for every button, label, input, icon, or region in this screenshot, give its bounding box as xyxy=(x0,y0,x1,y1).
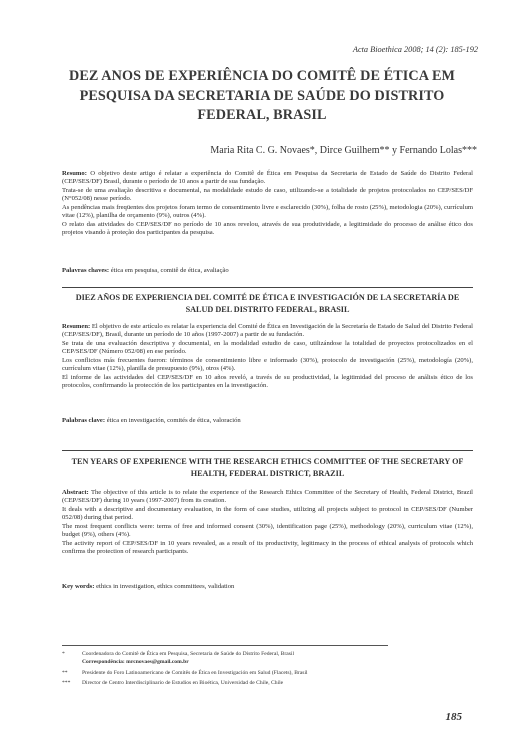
abstract-en-label: Abstract: xyxy=(62,489,89,496)
abstract-en-text-1: The objective of this article is to relate the experience of the Research Ethics Committee of the Secretary of Health, Federal District, Brazil (CEP/SES/DF) during 10 years (1997-2007) from its creation. xyxy=(62,489,473,505)
footnote-mark: ** xyxy=(62,670,68,676)
abstract-en-p3: The most frequent conflicts were: terms of free and informed consent (30%), identification page (25%), methodology (20%), curriculum vitae (12%), budget (9%), others (4%). xyxy=(62,522,473,539)
keywords-pt-text: ética em pesquisa, comitê de ética, avaliação xyxy=(110,267,229,274)
footnote-text: Director de Centro Interdisciplinario de Estudios en Bioética, Universidad de Chile, Chile xyxy=(82,680,284,686)
abstract-es xyxy=(62,323,473,391)
keywords-en-label: Key words: xyxy=(62,583,95,590)
keywords-es-label: Palabras clave: xyxy=(62,417,106,424)
abstract-es-p2: Se trata de una evaluación descriptiva y documental, en la modalidad estudio de caso, utilizándose la totalidad de proyectos protocolizados en el CEP/SES/DF (Número 052/08) en ese período. xyxy=(62,339,473,356)
section-divider xyxy=(62,450,473,451)
footnote-text: Coordenadora do Comitê de Ética em Pesquisa, Secretaria de Saúde do Distrito Federal, Brasil xyxy=(82,651,295,657)
abstract-pt-p4: O relato das atividades do CEP/SES/DF no período de 10 anos revelou, através de sua produtividade, a legitimidade do processo de análise ético dos projetos visando à proteção dos participantes da pesquisa. xyxy=(62,220,473,237)
footnote-3 xyxy=(62,680,473,687)
abstract-pt-p3: As pendências mais freqüentes dos projetos foram termo de consentimento livre e esclarecido (30%), folha de rosto (25%), metodologia (20%), currículum vitae (12%), planilha de orçamento (9%), outros (4%). xyxy=(62,203,473,220)
page-number: 185 xyxy=(445,711,462,723)
spanish-title: DIEZ AÑOS DE EXPERIENCIA DEL COMITÉ DE ÉTICA E INVESTIGACIÓN DE LA SECRETARÍA DE SALUD DEL DISTRITO FEDERAL, BRASIL xyxy=(75,293,460,314)
keywords-es xyxy=(62,417,473,425)
authors: Maria Rita C. G. Novaes*, Dirce Guilhem** y Fernando Lolas*** xyxy=(210,145,477,156)
footnote-mark: *** xyxy=(62,680,71,686)
abstract-pt-text-1: O objetivo deste artigo é relatar a experiência do Comitê de Ética em Pesquisa da Secretaria de Estado de Saúde do Distrito Federal (CEP/SES/DF) Brasil, durante o período de 10 anos a partir de sua fundação. xyxy=(62,170,473,186)
abstract-en xyxy=(62,489,473,557)
keywords-pt-label: Palavras chaves: xyxy=(62,267,110,274)
footnote-text: Presidente do Foro Latinoamericano de Comitês de Ética en Investigación em Salud (Flacets), Brasil xyxy=(82,670,308,676)
abstract-es-p3: Los conflictos más frecuentes fueron: términos de consentimiento libre e informado (30%), protocolo de investigación (25%), metodología (20%), currículum vitae (12%), planilla de presupuesto (9%), otros (4%). xyxy=(62,356,473,373)
abstract-pt xyxy=(62,170,473,238)
abstract-pt-label: Resumo: xyxy=(62,170,87,177)
keywords-en xyxy=(62,583,473,591)
footnote-2 xyxy=(62,670,473,677)
abstract-es-label: Resumen: xyxy=(62,323,91,330)
abstract-es-p1 xyxy=(62,323,473,340)
journal-reference: Acta Bioethica 2008; 14 (2): 185-192 xyxy=(352,45,478,54)
keywords-es-text: ética en investigación, comités de ética, valoración xyxy=(106,417,241,424)
section-divider xyxy=(62,287,473,288)
abstract-en-p1 xyxy=(62,489,473,506)
keywords-pt xyxy=(62,267,473,275)
abstract-pt-p2: Trata-se de uma avaliação descritiva e documental, na modalidade estudo de caso, utilizando-se a totalidade de projetos protocolados no CEP/SES/DF (N°052/08) nesse período. xyxy=(62,186,473,203)
footnote-1 xyxy=(62,651,473,658)
english-title: TEN YEARS OF EXPERIENCE WITH THE RESEARCH ETHICS COMMITTEE OF THE SECRETARY OF HEALTH, FEDERAL DISTRICT, BRAZIL xyxy=(71,457,464,478)
abstract-pt-p1 xyxy=(62,170,473,187)
footnote-correspondence xyxy=(62,659,473,666)
abstract-en-p4: The activity report of CEP/SES/DF in 10 years revealed, as a result of its productivity, legitimacy in the process of ethical analysis of protocols which confirms the protection of research participants. xyxy=(62,539,473,556)
footnote-mark: * xyxy=(62,651,65,657)
abstract-en-p2: It deals with a descriptive and documentary evaluation, in the form of case studies, utilizing all projects subject to protocol in CEP/SES/DF (Number 052/08) during that period. xyxy=(62,505,473,522)
article-title: DEZ ANOS DE EXPERIÊNCIA DO COMITÊ DE ÉTICA EM PESQUISA DA SECRETARIA DE SAÚDE DO DISTRITO FEDERAL, BRASIL xyxy=(68,68,456,123)
footnote-divider xyxy=(62,645,388,646)
footnote-text: Correspondência: mrcnovaes@gmail.com.br xyxy=(82,659,189,665)
abstract-es-p4: El informe de las actividades del CEP/SES/DF en 10 años reveló, a través de su productividad, la legitimidad del proceso de análisis ético de los protocolos, confirmando la protección de los participantes en la investigación. xyxy=(62,373,473,390)
abstract-es-text-1: El objetivo de este artículo es relatar la experiencia del Comité de Ética en Investigación de la Secretaría de Estado de Salud del Distrito Federal (CEP/SES/DF), Brasil, durante un período de 10 años (1997-2007) a partir de su fundación. xyxy=(62,323,474,339)
keywords-en-text: ethics in investigation, ethics committees, validation xyxy=(96,583,235,590)
